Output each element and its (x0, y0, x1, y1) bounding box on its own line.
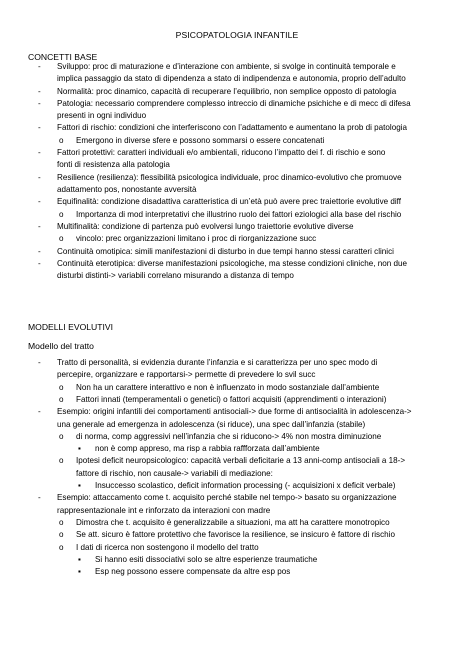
list-item-text: Non ha un carattere interattivo e non è influenzato in modo sostanziale dall’ambiente (76, 383, 380, 392)
list-item-text: Esempio: origini infantili dei comportamenti antisociali-> due forme di antisocialità in adolescenza-> (57, 407, 412, 416)
list-marker: - (38, 493, 41, 502)
list-item-text: Multifinalità: condizione di partenza può evolversi lungo traiettorie evolutive diverse (57, 222, 354, 231)
list-marker: ▪ (78, 567, 81, 576)
list-item-text: rappresentazionale int e rinforzato da interazioni con madre (57, 506, 271, 515)
list-item-text: Importanza di mod interpretativi che illustrino ruolo dei fattori eziologici alla base del rischio (76, 210, 402, 219)
section-subheading: Modello del tratto (28, 341, 94, 351)
list-marker: o (59, 543, 64, 552)
list-marker: - (38, 222, 41, 231)
list-marker: ▪ (78, 444, 81, 453)
list-marker: - (38, 358, 41, 367)
list-item-text: presenti in ogni individuo (57, 111, 147, 120)
list-item-text: Sviluppo: proc di maturazione e d’interazione con ambiente, si svolge in continuità temporale e (57, 62, 396, 71)
list-marker: - (38, 407, 41, 416)
list-marker: ▪ (78, 555, 81, 564)
list-marker: - (38, 247, 41, 256)
section-heading: CONCETTI BASE (28, 52, 98, 62)
list-item-text: Si hanno esiti dissociativi solo se altre esperienze traumatiche (95, 555, 318, 564)
list-marker: - (38, 259, 41, 268)
list-item-text: Insuccesso scolastico, deficit information processing (- acquisizioni x deficit verbale) (95, 481, 396, 490)
list-item-text: implica passaggio da stato di dipendenza a stato di indipendenza e autonomia, proprio dell’adulto (57, 74, 406, 83)
list-item-text: fattore di rischio, non causale-> variabili di mediazione: (76, 469, 273, 478)
list-marker: o (59, 432, 64, 441)
list-item-text: Fattori protettivi: caratteri individuali e/o ambientali, riducono l’impatto dei f. di rischio e sono (57, 148, 386, 157)
list-item-text: Continuità omotipica: simili manifestazioni di disturbo in due tempi hanno stessi caratteri clinici (57, 247, 394, 256)
list-item-text: Dimostra che t. acquisito è generalizzabile a situazioni, ma att ha carattere monotropico (76, 518, 390, 527)
list-marker: - (38, 148, 41, 157)
list-item-text: non è comp appreso, ma risp a rabbia raffforzata dall’ambiente (95, 444, 320, 453)
list-marker: - (38, 87, 41, 96)
list-marker: o (59, 234, 64, 243)
list-marker: o (59, 518, 64, 527)
list-item-text: Patologia: necessario comprendere complesso intreccio di dinamiche psichiche e di mecc di difesa (57, 99, 411, 108)
list-item-text: Esp neg possono essere compensate da altre esp pos (95, 567, 291, 576)
list-item-text: Continuità eterotipica: diverse manifestazioni psicologiche, ma stesse condizioni cliniche, non due (57, 259, 408, 268)
list-item-text: Fattori di rischio: condizioni che interferiscono con l’adattamento e aumentano la prob di patologia (57, 123, 408, 132)
list-marker: - (38, 99, 41, 108)
page-title: PSICOPATOLOGIA INFANTILE (175, 30, 299, 40)
list-item-text: Se att. sicuro è fattore protettivo che favorisce la resilience, se insicuro è fattore di rischio (76, 530, 395, 539)
list-item-text: Normalità: proc dinamico, capacità di recuperare l’equilibrio, non semplice opposto di patologia (57, 87, 397, 96)
list-item-text: I dati di ricerca non sostengono il modello del tratto (76, 543, 259, 552)
list-marker: o (59, 456, 64, 465)
list-item-text: di norma, comp aggressivi nell’infanzia che si riducono-> 4% non mostra diminuzione (76, 432, 382, 441)
list-item-text: vincolo: prec organizzazioni limitano i proc di riorganizzazione succ (76, 234, 317, 243)
list-item-text: Ipotesi deficit neuropsicologico: capacità verbali deficitarie a 13 anni-comp antisociali a 18-> (76, 456, 406, 465)
list-marker: o (59, 210, 64, 219)
list-marker: o (59, 383, 64, 392)
list-item-text: fonti di resistenza alla patologia (57, 160, 170, 169)
list-item-text: percepire, organizzare e rapportarsi-> permette di prevedere lo svil succ (57, 370, 316, 379)
list-marker: o (59, 395, 64, 404)
list-item-text: Esempio: attaccamento come t. acquisito perché stabile nel tempo-> basato su organizzazione (57, 493, 397, 502)
list-item-text: adattamento pos, nonostante avversità (57, 185, 197, 194)
list-marker: - (38, 62, 41, 71)
list-item-text: Tratto di personalità, si evidenzia durante l’infanzia e si caratterizza per uno spec modo di (57, 358, 378, 367)
list-item-text: Fattori innati (temperamentali o genetici) o fattori acquisiti (apprendimenti o interazioni) (76, 395, 387, 404)
list-marker: o (59, 530, 64, 539)
list-marker: - (38, 123, 41, 132)
list-marker: ▪ (78, 481, 81, 490)
section-heading: MODELLI EVOLUTIVI (28, 322, 114, 332)
list-marker: - (38, 197, 41, 206)
list-item-text: Equifinalità: condizione disadattiva caratteristica di un’età può avere prec traiettorie evolutive diff (57, 197, 402, 206)
list-item-text: Emergono in diverse sfere e possono sommarsi o essere concatenati (76, 136, 325, 145)
list-item-text: disturbi distinti-> variabili correlano misurando a distanza di tempo (57, 271, 294, 280)
list-item-text: Resilience (resilienza): flessibilità psicologica individuale, proc dinamico-evolutivo che promuove (57, 173, 402, 182)
list-marker: o (59, 136, 64, 145)
list-marker: - (38, 173, 41, 182)
list-item-text: una generale ad emergenza in adolescenza (si riduce), una spec dall’infanzia (stabile) (57, 420, 366, 429)
